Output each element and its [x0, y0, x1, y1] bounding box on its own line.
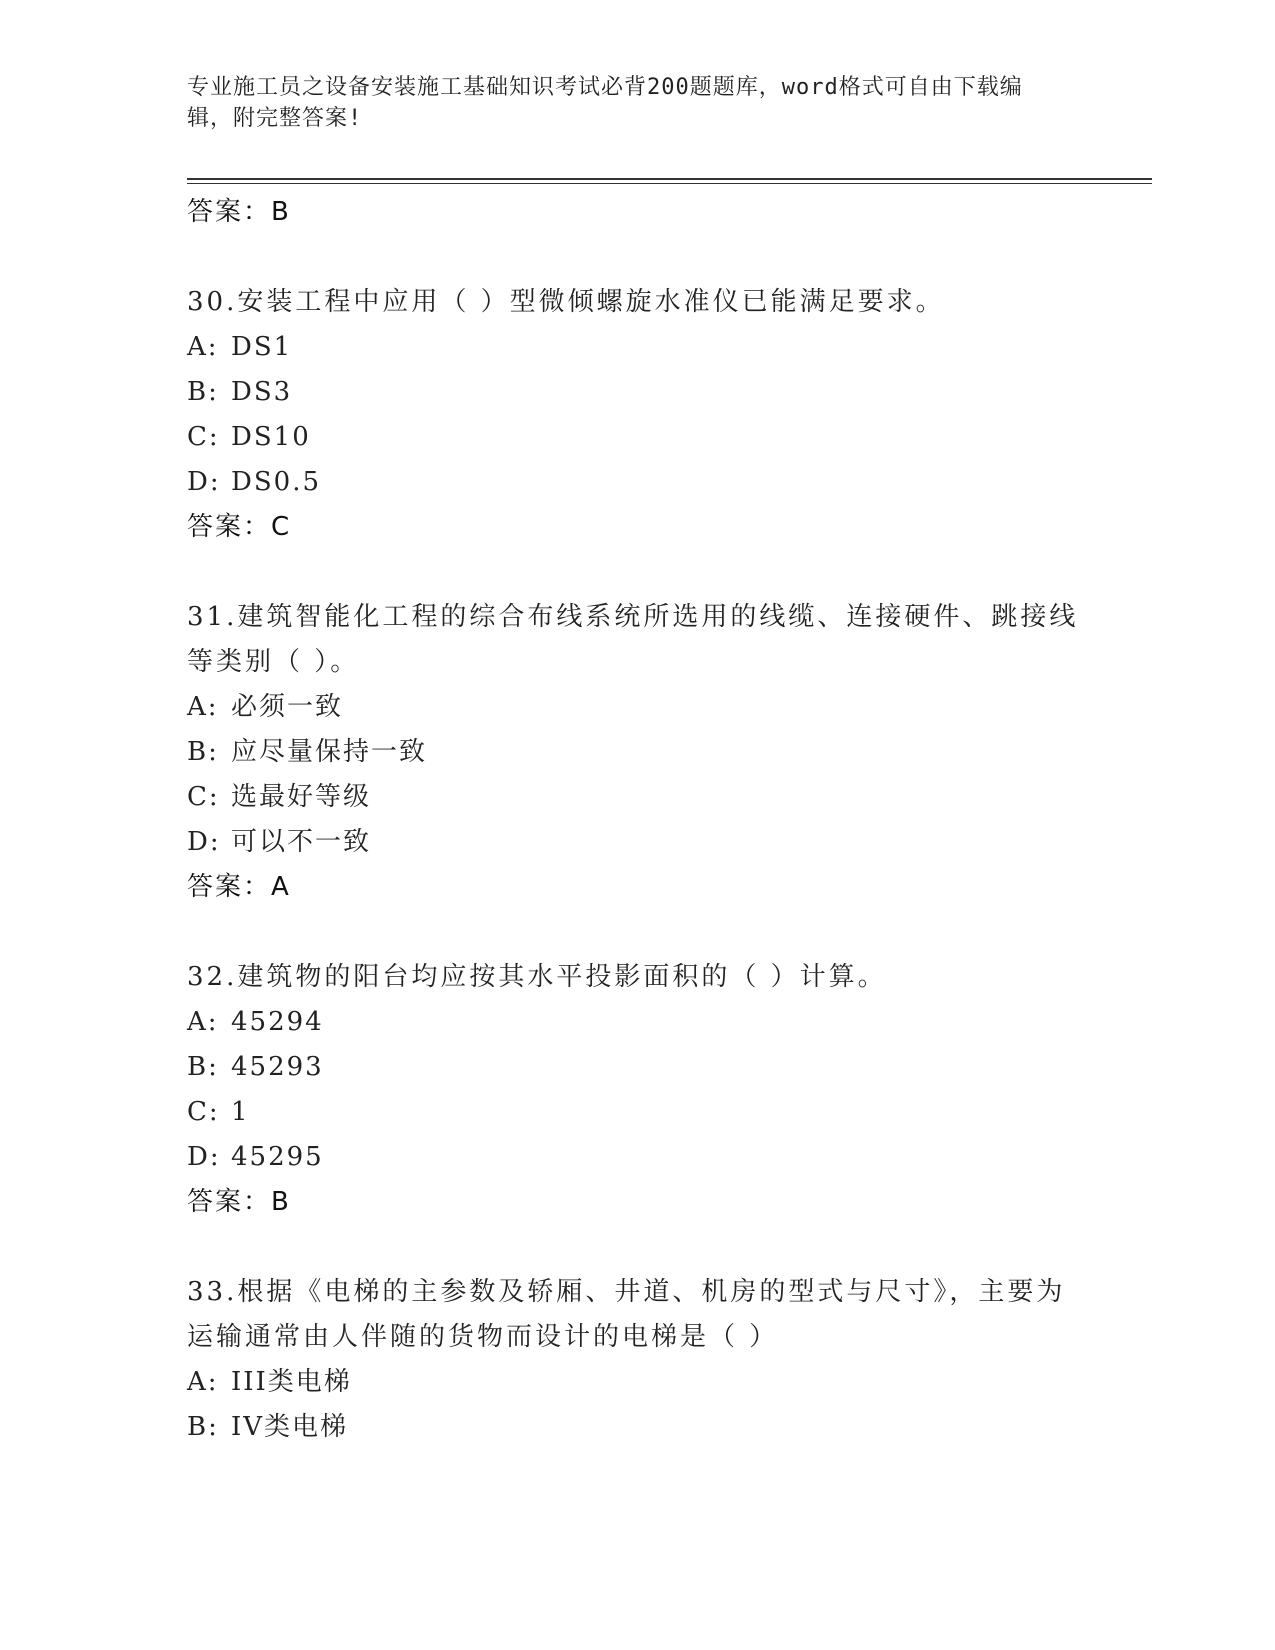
option-key: D:	[187, 1142, 221, 1172]
option-a	[187, 325, 1087, 370]
answer-line: 答案：B	[187, 197, 291, 227]
question-list	[187, 190, 1087, 1450]
option-key: A:	[187, 1007, 219, 1037]
option-key: B:	[187, 737, 219, 767]
option-key: D:	[187, 827, 221, 857]
option-value: III类电梯	[231, 1367, 352, 1397]
option-b	[187, 370, 1087, 415]
option-key: C:	[187, 422, 220, 452]
option-value: DS10	[231, 422, 311, 452]
option-key: A:	[187, 1367, 219, 1397]
option-key: C:	[187, 782, 220, 812]
option-c	[187, 775, 1087, 820]
option-value: 45293	[231, 1052, 324, 1082]
option-value: 选最好等级	[231, 782, 372, 812]
option-value: DS0.5	[231, 467, 322, 497]
option-value: 45294	[231, 1007, 324, 1037]
question-text: 33.根据《电梯的主参数及轿厢、井道、机房的型式与尺寸》，主要为运输通常由人伴随的货物而设计的电梯是（ ）	[187, 1277, 1066, 1352]
option-key: A:	[187, 332, 219, 362]
option-d	[187, 460, 1087, 505]
option-d	[187, 820, 1087, 865]
option-value: 1	[231, 1097, 250, 1127]
option-key: D:	[187, 467, 221, 497]
question-text: 32.建筑物的阳台均应按其水平投影面积的（ ）计算。	[187, 962, 887, 992]
header-divider-bottom	[187, 183, 1152, 184]
option-c	[187, 1090, 1087, 1135]
header-divider-top	[187, 178, 1152, 180]
option-value: IV类电梯	[231, 1412, 349, 1442]
option-value: 45295	[231, 1142, 324, 1172]
option-key: B:	[187, 1412, 219, 1442]
option-key: B:	[187, 1052, 219, 1082]
option-key: B:	[187, 377, 219, 407]
option-b	[187, 1405, 1087, 1450]
option-key: C:	[187, 1097, 220, 1127]
document-header: 专业施工员之设备安装施工基础知识考试必背200题题库，word格式可自由下载编辑，附完整答案!	[187, 75, 1023, 131]
question-text: 30.安装工程中应用（ ）型微倾螺旋水准仪已能满足要求。	[187, 287, 945, 317]
option-value: 必须一致	[231, 692, 344, 722]
option-a	[187, 1360, 1087, 1405]
option-value: 可以不一致	[231, 827, 372, 857]
option-b	[187, 1045, 1087, 1090]
answer-line: 答案：B	[187, 1187, 291, 1217]
answer-line: 答案：A	[187, 872, 291, 902]
option-a	[187, 1000, 1087, 1045]
answer-line: 答案：C	[187, 512, 292, 542]
option-value: DS1	[231, 332, 293, 362]
option-key: A:	[187, 692, 219, 722]
option-a	[187, 685, 1087, 730]
option-c	[187, 415, 1087, 460]
option-value: DS3	[231, 377, 293, 407]
question-text: 31.建筑智能化工程的综合布线系统所选用的线缆、连接硬件、跳接线等类别（ ）。	[187, 602, 1079, 677]
option-d	[187, 1135, 1087, 1180]
option-value: 应尽量保持一致	[231, 737, 428, 767]
option-b	[187, 730, 1087, 775]
